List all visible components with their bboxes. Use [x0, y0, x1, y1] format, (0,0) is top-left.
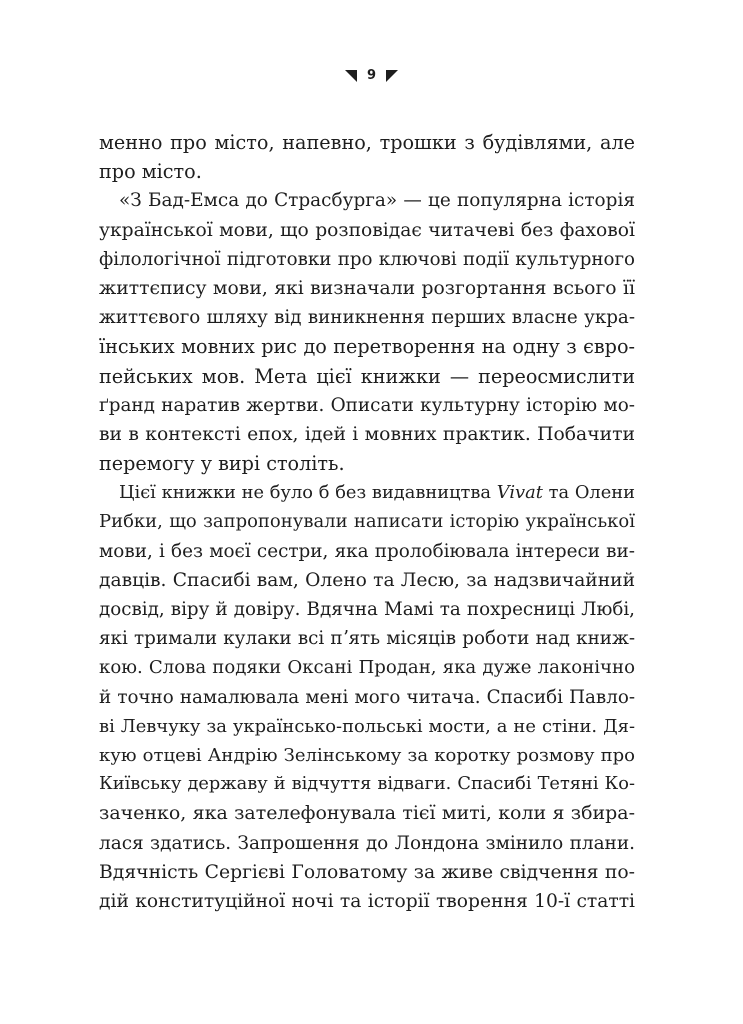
text-line: дій конституційної ночі та історії творення 10-ї статті [99, 890, 635, 912]
text-line: ви в контексті епох, ідей і мовних практик. Побачити [99, 423, 635, 445]
publisher-name: Vivat [496, 482, 543, 504]
text-run: Цієї книжки не було б без видавництва [119, 482, 497, 504]
text-run: та Олени [542, 482, 635, 504]
paragraph [99, 128, 635, 186]
text-line: ві Левчуку за українсько-польські мости, а не стіни. Дя- [99, 715, 635, 737]
text-line: життєпису мови, які визначали розгортання всього її [99, 277, 635, 299]
text-line: й точно намалювала мені мого читача. Спасибі Павло- [99, 686, 635, 708]
text-line: давців. Спасибі вам, Олено та Лесю, за надзвичайний [99, 569, 635, 591]
body-text [99, 128, 635, 916]
text-line: кою. Слова подяки Оксані Продан, яка дуже лаконічно [99, 657, 635, 679]
text-line: ґранд наратив жертви. Описати культурну історію мо- [99, 394, 635, 416]
text-line: менно про місто, напевно, трошки з будівлями, але [99, 131, 635, 154]
running-header [0, 68, 743, 84]
right-triangle-icon [386, 70, 398, 82]
paragraph [99, 478, 635, 916]
text-line: філологічної підготовки про ключові події культурного [99, 248, 635, 270]
left-triangle-icon [345, 70, 357, 82]
page-number: 9 [366, 68, 377, 83]
text-line: мови, і без моєї сестри, яка пролобіювала інтереси ви- [99, 540, 635, 562]
text-line: які тримали кулаки всі пʼять місяців роботи над книж- [99, 628, 635, 650]
text-line: про місто. [99, 160, 202, 184]
text-line: досвід, віру й довіру. Вдячна Мамі та похресниці Любі, [99, 599, 635, 620]
paragraph [99, 186, 635, 478]
text-line: Вдячність Сергієві Головатому за живе свідчення по- [99, 861, 635, 883]
text-line: перемогу у вирі століть. [99, 452, 345, 476]
text-line: лася здатись. Запрошення до Лондона змінило плани. [99, 832, 635, 854]
text-line: їнських мовних рис до перетворення на одну з євро- [99, 335, 635, 359]
text-line: «З Бад-Емса до Страсбурга» — це популярна історія [119, 190, 635, 212]
text-line: кую отцеві Андрію Зелінському за коротку розмову про [99, 744, 635, 766]
text-line: Рибки, що запропонували написати історію української [99, 511, 635, 533]
text-line: заченко, яка зателефонувала тієї миті, коли я збира- [99, 802, 635, 825]
text-line [99, 478, 635, 507]
text-line: Київську державу й відчуття відваги. Спасибі Тетяні Ко- [99, 774, 635, 795]
text-line: пейських мов. Мета цієї книжки — переосмислити [99, 364, 635, 388]
text-line: життєвого шляху від виникнення перших власне укра- [99, 307, 635, 329]
text-line: української мови, що розповідає читачеві без фахової [99, 219, 635, 241]
